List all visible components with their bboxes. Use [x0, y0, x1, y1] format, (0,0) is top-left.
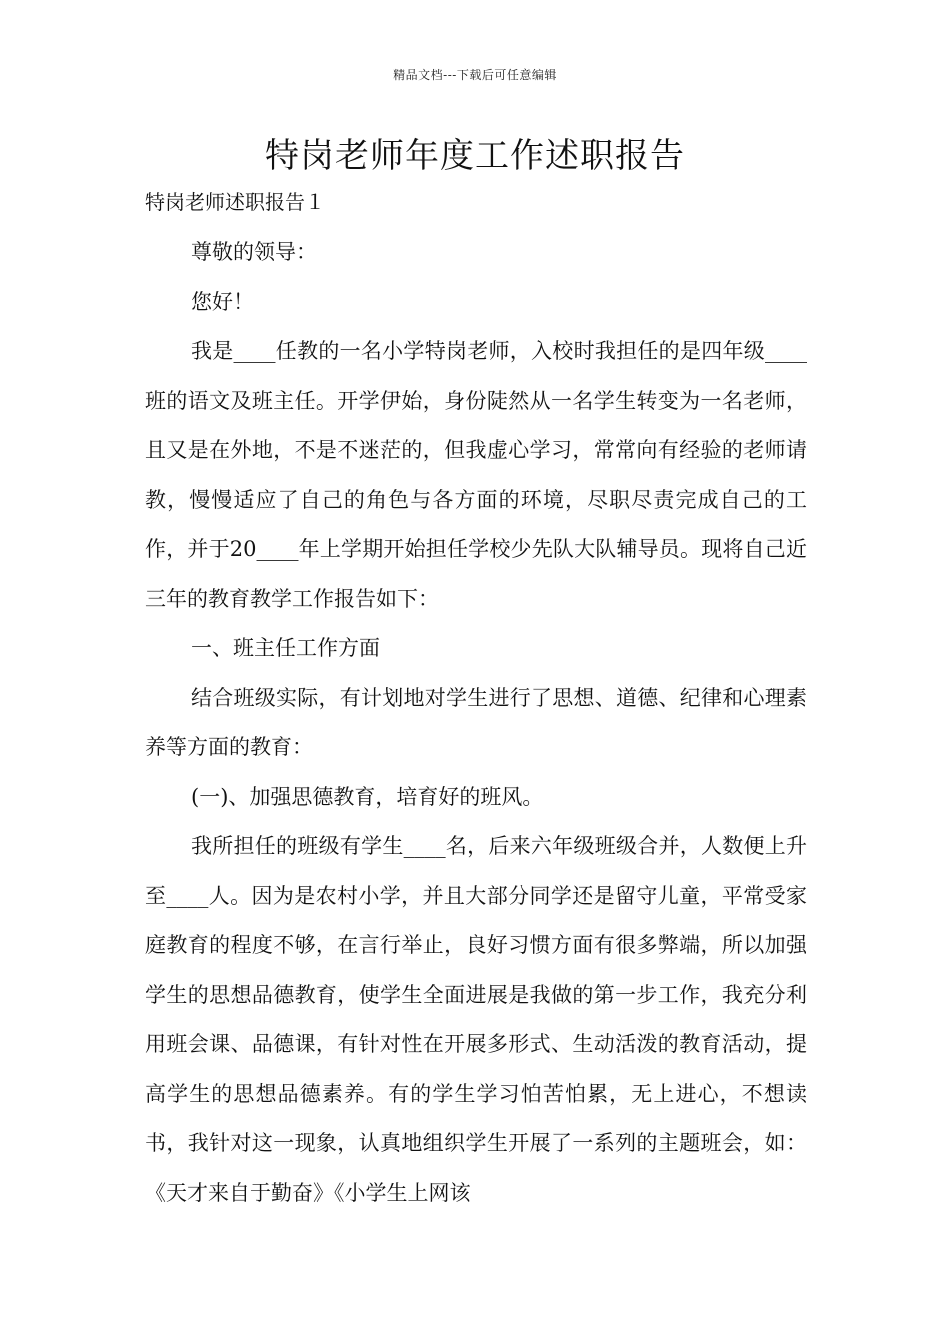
paragraph-moral-education: 我所担任的班级有学生____名，后来六年级班级合并，人数便上升至____人。因为是农村小学，并且大部分同学还是留守儿童，平常受家庭教育的程度不够，在言行举止，良好习惯方面有很多弊端，所以加强学生的思想品德教育，使学生全面进展是我做的第一步工作，我充分利用班会课、品德课，有针对性在开展多形式、生动活泼的教育活动，提高学生的思想品德素养。有的学生学习怕苦怕累，无上进心，不想读书，我针对这一现象，认真地组织学生开展了一系列的主题班会，如：《天才来自于勤奋》《小学生上网该: [145, 834, 807, 1205]
paragraph-introduction: 我是____任教的一名小学特岗老师，入校时我担任的是四年级____班的语文及班主任。开学伊始，身份陡然从一名学生转变为一名老师，且又是在外地，不是不迷茫的，但我虚心学习，常常向有经验的老师请教，慢慢适应了自己的角色与各方面的环境，尽职尽责完成自己的工作，并于20____年上学期开始担任学校少先队大队辅导员。现将自己近三年的教育教学工作报告如下：: [145, 339, 807, 611]
paragraph-section-intro: 结合班级实际，有计划地对学生进行了思想、道德、纪律和心理素养等方面的教育：: [145, 685, 807, 759]
document-title: 特岗老师年度工作述职报告: [265, 136, 685, 176]
paragraph-salutation: 尊敬的领导：: [191, 240, 317, 264]
header-note: 精品文档---下载后可任意编辑: [393, 68, 557, 82]
section-heading-class-teacher: 一、班主任工作方面: [191, 636, 380, 660]
document-subtitle: 特岗老师述职报告１: [145, 190, 325, 214]
document-body: [145, 228, 807, 1218]
paragraph-greeting: 您好！: [191, 289, 254, 314]
subsection-heading-moral-education: (一)、加强思德教育，培育好的班风。: [191, 784, 544, 809]
